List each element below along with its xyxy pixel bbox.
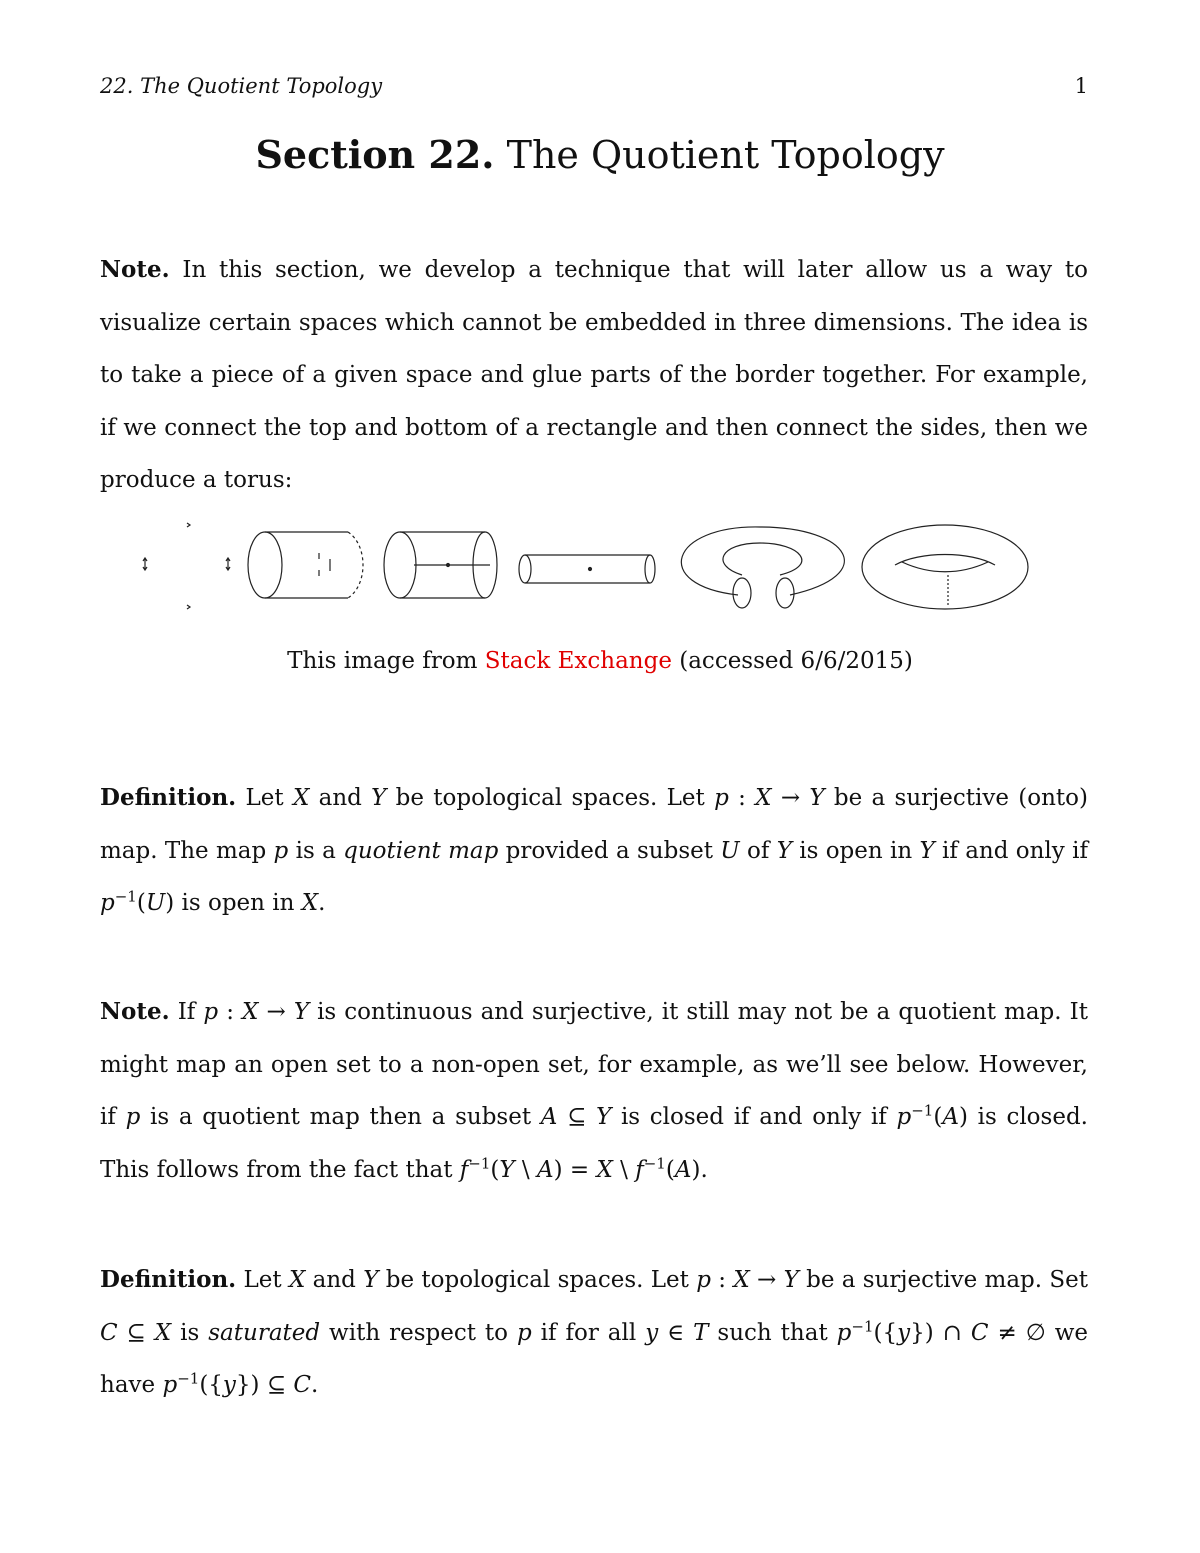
caption-suffix: (accessed 6/6/2015) (679, 648, 913, 674)
tube-stage (519, 555, 655, 583)
section-label: Section 22. (255, 132, 495, 177)
section-name: The Quotient Topology (506, 133, 945, 177)
bent-tube-stage (681, 527, 844, 608)
definition-label: Definition. (100, 784, 237, 811)
torus-construction-figure (130, 515, 1040, 615)
figure-caption (0, 648, 1200, 674)
definition-label: Definition. (100, 1266, 237, 1293)
note-intro (100, 244, 1088, 507)
section-title (0, 132, 1200, 177)
running-title: 22. The Quotient Topology (100, 74, 383, 98)
definition-saturated: Definition. Let X and Y be topological spaces. Let p : X → Y be a surjective map. Set C ⊆ X is saturated with respect to p if for all y ∈ T such that $p^{-1}(\{y\})$ ∩ C ≠ ∅ we have $p^{-1}(\{y\})$ ⊆ C. (100, 1266, 1089, 1398)
rectangle-stage (143, 523, 230, 609)
note-closed-sets: Note. If p : X → Y is continuous and surjective, it still may not be a quotient map. It might map an open set to a non-open set, for example, as we’ll see below. However, if p is a quotient map then a subset A ⊆ Y is closed if and only if $p^{-1}(A)$ is closed. This follows from the fact that $f^{-1}(Y$ \ A) = X \ $f^{-1}(A)$. (100, 998, 1088, 1183)
cylinder-seam-stage (384, 532, 497, 598)
torus-stage (862, 525, 1028, 609)
note-label: Note. (100, 998, 170, 1025)
running-header (100, 74, 1088, 104)
stack-exchange-link[interactable]: Stack Exchange (484, 648, 672, 674)
caption-prefix: This image from (287, 648, 478, 674)
cylinder-stage (248, 532, 363, 598)
page-number: 1 (1074, 74, 1088, 98)
note-text: In this section, we develop a technique that will later allow us a way to visualize certain spaces which cannot be embedded in three dimensions. The idea is to take a piece of a given space and glue parts of the border together. For example, if we connect the top and bottom of a rectangle and then connect the sides, then we produce a torus: (100, 257, 1088, 493)
note-label: Note. (100, 256, 170, 283)
definition-quotient-map: Definition. Let X and Y be topological spaces. Let p : X → Y be a surjective (onto) map. The map p is a quotient map provided a subset U of Y is open in Y if and only if $p^{-1}(U)$ is open in X. (100, 784, 1088, 916)
